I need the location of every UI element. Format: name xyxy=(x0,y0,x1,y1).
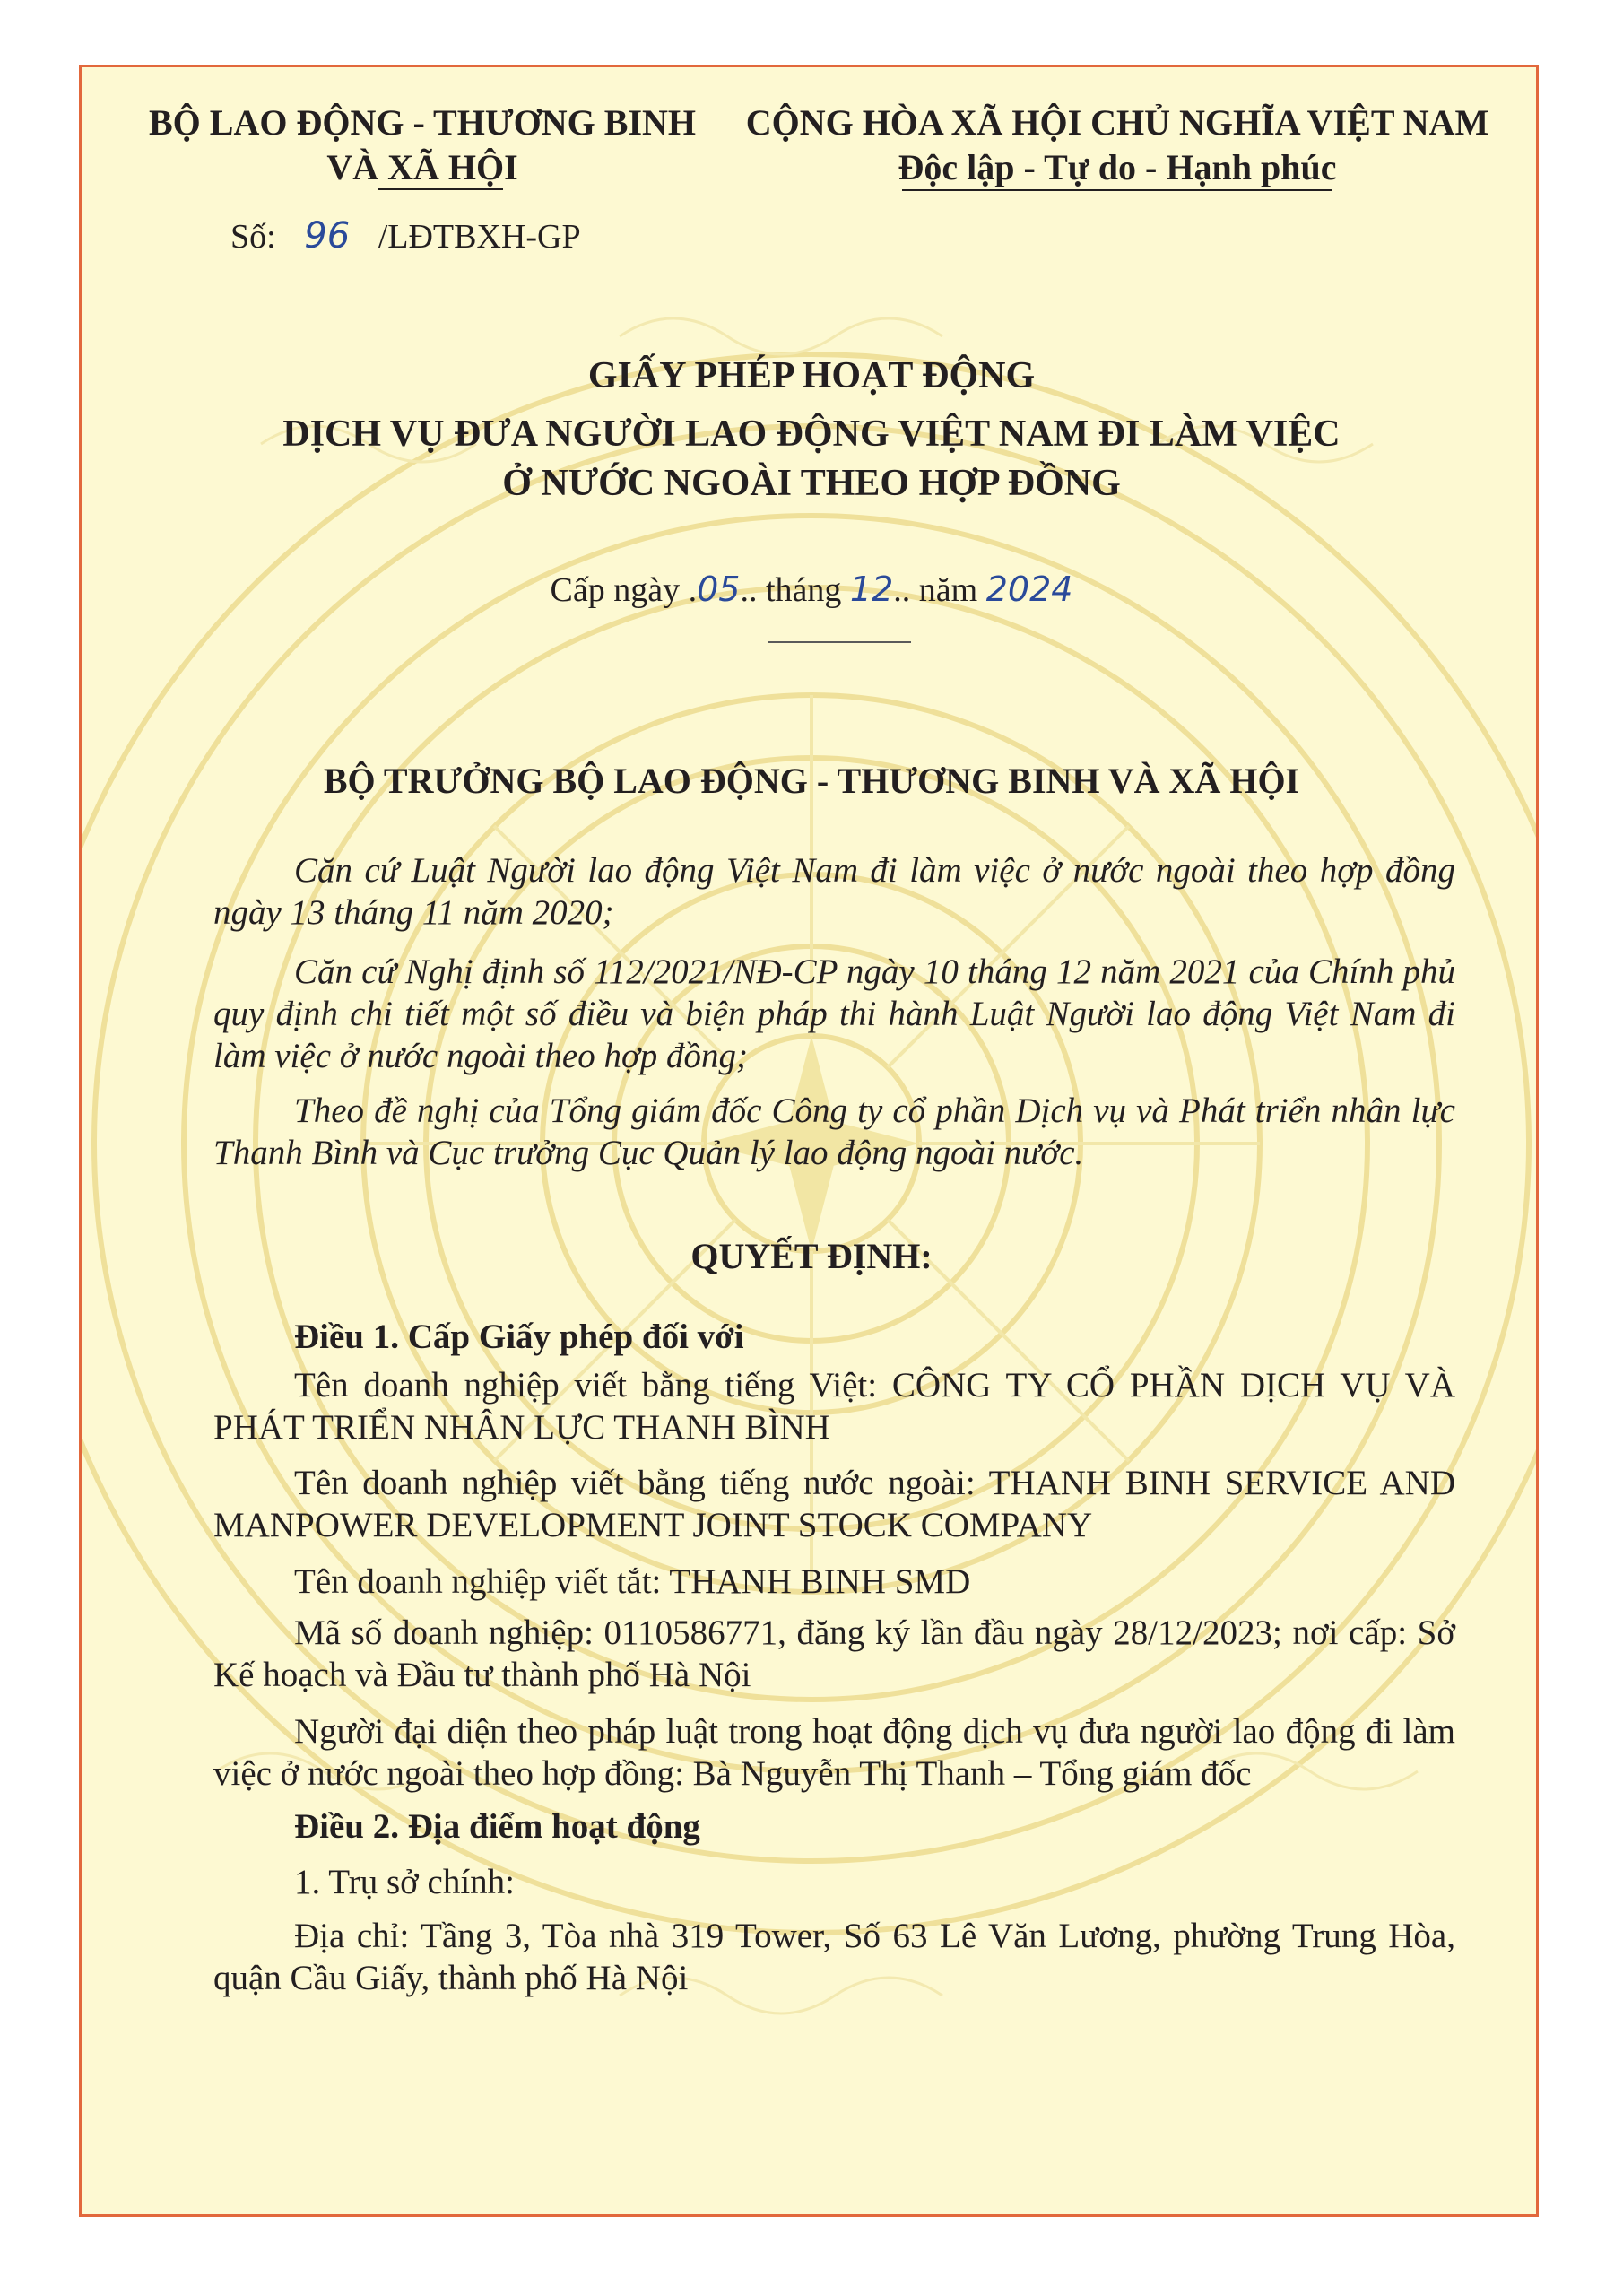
article-2-heading-text: Điều 2. Địa điểm hoạt động xyxy=(294,1807,700,1846)
country-name: CỘNG HÒA XÃ HỘI CHỦ NGHĨA VIỆT NAM xyxy=(745,102,1489,143)
issue-day: 05 xyxy=(697,570,741,609)
head-office-address-text: Địa chỉ: Tầng 3, Tòa nhà 319 Tower, Số 63 Lê Văn Lương, phường Trung Hòa, quận Cầu Giấy, thành phố Hà Nội xyxy=(213,1917,1455,1997)
decision-heading: QUYẾT ĐỊNH: xyxy=(690,1236,933,1276)
ministry-name-line2: VÀ XÃ HỘI xyxy=(326,147,518,187)
title-line2: DỊCH VỤ ĐƯA NGƯỜI LAO ĐỘNG VIỆT NAM ĐI LÀM VIỆC xyxy=(282,413,1341,455)
issue-year: 2024 xyxy=(985,570,1073,609)
legal-basis-1-text: Căn cứ Luật Người lao động Việt Nam đi làm việc ở nước ngoài theo hợp đồng ngày 13 tháng 11 năm 2020; xyxy=(213,851,1455,932)
ministry-name-line1: BỘ LAO ĐỘNG - THƯƠNG BINH xyxy=(148,102,697,143)
number-label: Số: xyxy=(230,218,276,256)
issue-year-label: năm xyxy=(918,571,978,609)
motto-underline xyxy=(902,189,1332,191)
company-short-name xyxy=(213,1561,1455,1603)
legal-basis-2-text: Căn cứ Nghị định số 112/2021/NĐ-CP ngày 10 tháng 12 năm 2021 của Chính phủ quy định chi tiết một số điều và biện pháp thi hành Luật Người lao động Việt Nam đi làm việc ở nước ngoài theo hợp đồng; xyxy=(213,952,1455,1075)
date-separator xyxy=(768,641,911,643)
article-1-heading xyxy=(213,1316,1455,1358)
license-document xyxy=(79,65,1539,2217)
ministry-underline xyxy=(378,188,503,190)
number-value: 96 xyxy=(304,215,351,257)
head-office-label-text: 1. Trụ sở chính: xyxy=(294,1863,516,1901)
company-name-foreign-text: Tên doanh nghiệp viết bằng tiếng nước ngoài: THANH BINH SERVICE AND MANPOWER DEVELOPMENT JOINT STOCK COMPANY xyxy=(213,1464,1455,1544)
company-name-vietnamese-text: Tên doanh nghiệp viết bằng tiếng Việt: CÔNG TY CỔ PHẦN DỊCH VỤ VÀ PHÁT TRIỂN NHÂN LỰC THANH BÌNH xyxy=(213,1366,1455,1447)
company-registration xyxy=(213,1612,1455,1696)
document-number xyxy=(230,215,581,257)
head-office-address xyxy=(213,1915,1455,1999)
legal-basis-3-text: Theo đề nghị của Tổng giám đốc Công ty cổ phần Dịch vụ và Phát triển nhân lực Thanh Bình và Cục trưởng Cục Quản lý lao động ngoài nước. xyxy=(213,1091,1455,1172)
number-suffix: /LĐTBXH-GP xyxy=(378,218,581,256)
company-name-vietnamese xyxy=(213,1364,1455,1448)
legal-basis-1 xyxy=(213,849,1455,934)
legal-representative-text: Người đại diện theo pháp luật trong hoạt động dịch vụ đưa người lao động đi làm việc ở nước ngoài theo hợp đồng: Bà Nguyễn Thị Thanh – Tổng giám đốc xyxy=(213,1712,1455,1793)
issue-month: 12 xyxy=(849,570,894,609)
issuing-authority: BỘ TRƯỞNG BỘ LAO ĐỘNG - THƯƠNG BINH VÀ XÃ HỘI xyxy=(323,761,1300,801)
article-2-heading xyxy=(213,1805,1455,1848)
company-short-name-text: Tên doanh nghiệp viết tắt: THANH BINH SMD xyxy=(294,1562,971,1601)
title-line1: GIẤY PHÉP HOẠT ĐỘNG xyxy=(587,355,1036,396)
issue-day-label: Cấp ngày xyxy=(550,571,681,609)
title-line3: Ở NƯỚC NGOÀI THEO HỢP ĐỒNG xyxy=(502,463,1121,504)
national-motto: Độc lập - Tự do - Hạnh phúc xyxy=(898,147,1337,187)
head-office-label xyxy=(213,1861,1455,1903)
article-1-heading-text: Điều 1. Cấp Giấy phép đối với xyxy=(294,1318,744,1356)
company-name-foreign xyxy=(213,1462,1455,1546)
legal-basis-2 xyxy=(213,951,1455,1077)
issue-month-label: tháng xyxy=(765,571,842,609)
issue-date: Cấp ngày .05.. tháng 12.. năm 2024 xyxy=(550,570,1073,609)
company-registration-text: Mã số doanh nghiệp: 0110586771, đăng ký lần đầu ngày 28/12/2023; nơi cấp: Sở Kế hoạch và Đầu tư thành phố Hà Nội xyxy=(213,1613,1455,1694)
legal-basis-3 xyxy=(213,1090,1455,1174)
legal-representative xyxy=(213,1710,1455,1795)
